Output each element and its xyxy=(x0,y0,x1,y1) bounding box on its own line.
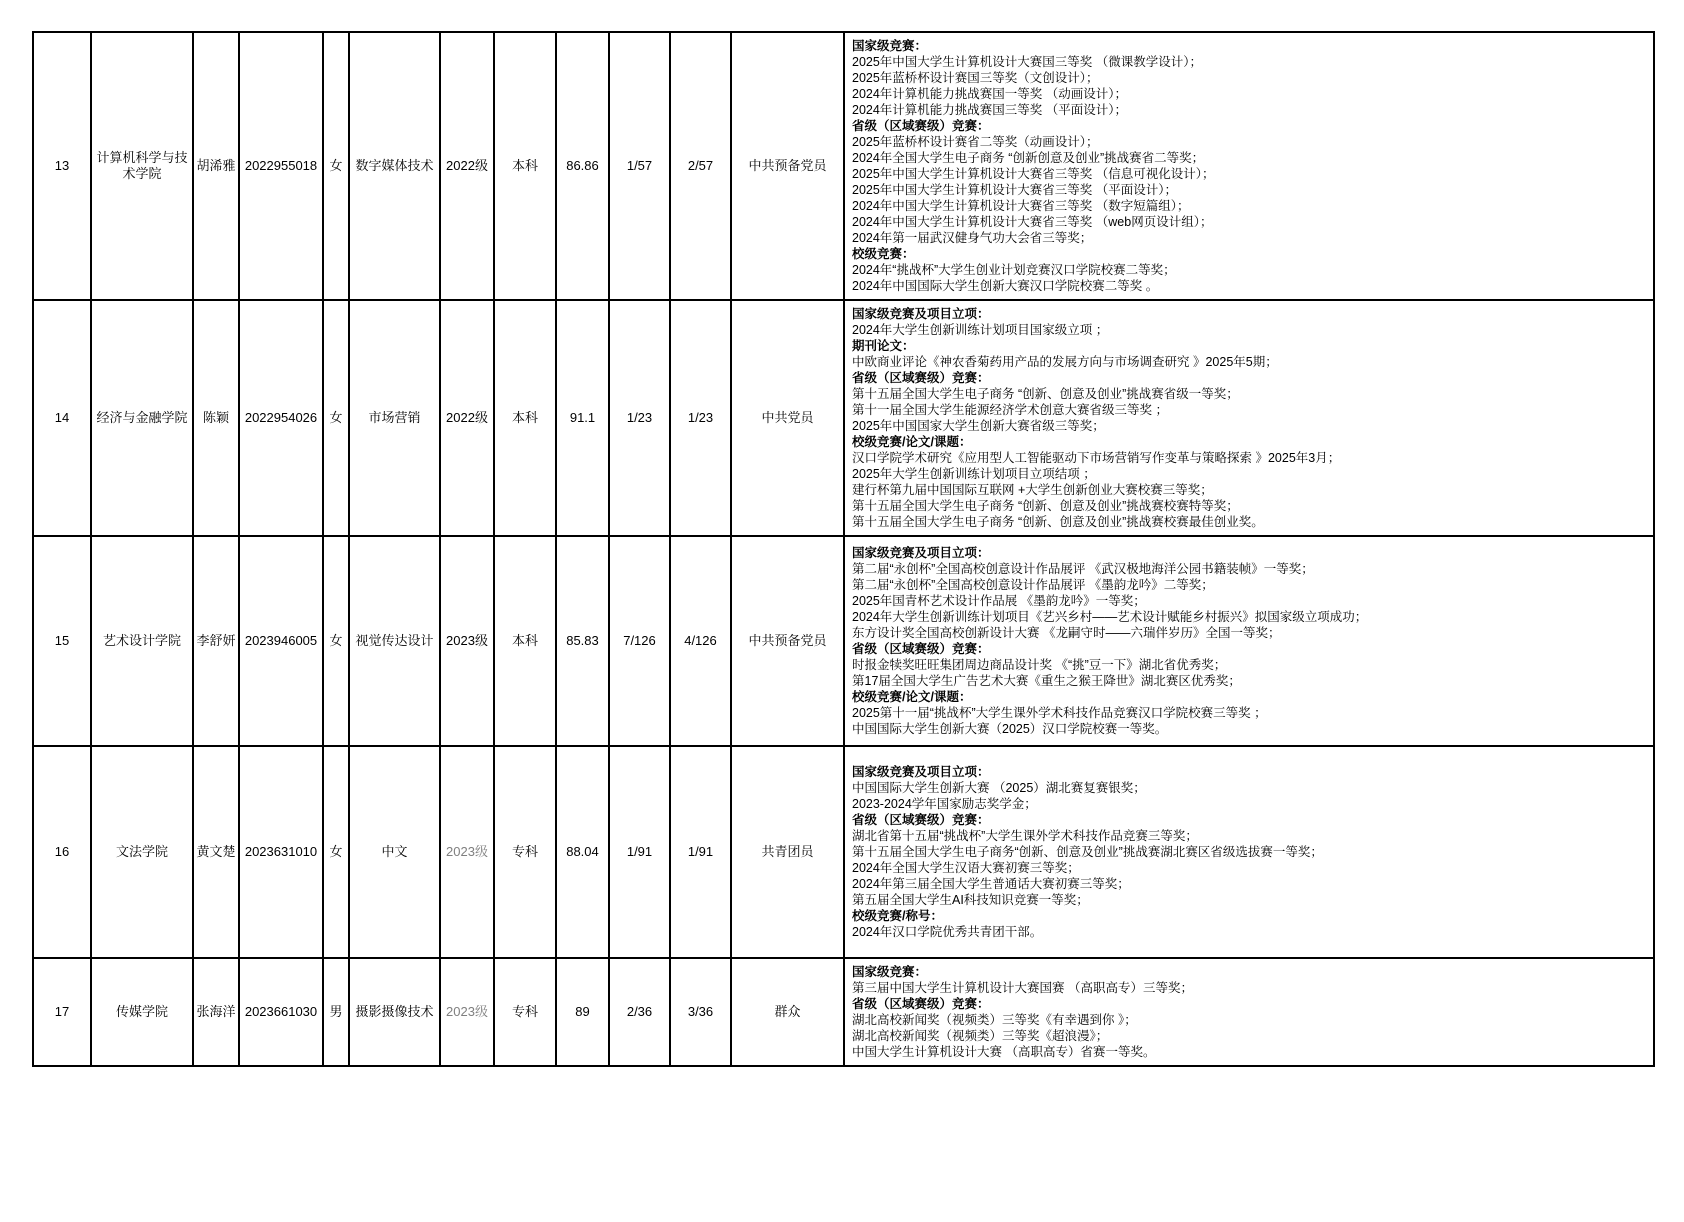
awards-section-header: 国家级竞赛： xyxy=(852,965,928,979)
awards-item: 第五届全国大学生AI科技知识竞赛一等奖； xyxy=(852,893,1089,907)
awards-item: 2025年中国大学生计算机设计大赛省三等奖 （平面设计）； xyxy=(852,183,1178,197)
awards-item: 2024年中国大学生计算机设计大赛省三等奖 （web网页设计组）； xyxy=(852,215,1213,229)
row-index-cell: 13 xyxy=(33,32,91,300)
political-status-cell: 群众 xyxy=(731,958,844,1066)
awards-item: 2024年计算机能力挑战赛国一等奖 （动画设计）； xyxy=(852,87,1128,101)
awards-item: 2025年蓝桥杯设计赛省二等奖（动画设计）； xyxy=(852,135,1099,149)
political-status-cell: 中共党员 xyxy=(731,300,844,536)
row-index-cell: 16 xyxy=(33,746,91,958)
score-cell: 91.1 xyxy=(556,300,609,536)
grade-cell: 2022级 xyxy=(440,32,494,300)
table-row xyxy=(33,536,1654,746)
awards-item: 东方设计奖全国高校创新设计大赛 《龙嗣守时——六瑞伴岁历》全国一等奖； xyxy=(852,626,1281,640)
awards-item: 汉口学院学术研究《应用型人工智能驱动下市场营销写作变革与策略探索 》2025年3月； xyxy=(852,451,1341,465)
awards-item: 中国大学生计算机设计大赛 （高职高专）省赛一等奖。 xyxy=(852,1045,1156,1059)
gender-cell: 女 xyxy=(323,32,349,300)
grade-cell: 2022级 xyxy=(440,300,494,536)
political-status-cell: 中共预备党员 xyxy=(731,32,844,300)
awards-section-header: 期刊论文： xyxy=(852,339,915,353)
awards-section-header: 校级竞赛/论文/课题： xyxy=(852,690,972,704)
awards-cell xyxy=(844,300,1654,536)
grade-cell: 2023级 xyxy=(440,746,494,958)
gender-cell: 男 xyxy=(323,958,349,1066)
rank-2-cell: 4/126 xyxy=(670,536,731,746)
awards-section-header: 国家级竞赛及项目立项： xyxy=(852,765,990,779)
awards-item: 第三届中国大学生计算机设计大赛国赛 （高职高专）三等奖； xyxy=(852,981,1193,995)
awards-item: 中国国际大学生创新大赛 （2025）湖北赛复赛银奖； xyxy=(852,781,1146,795)
student-award-table xyxy=(32,31,1655,1067)
awards-item: 2024年汉口学院优秀共青团干部。 xyxy=(852,925,1043,939)
table-row xyxy=(33,32,1654,300)
awards-item: 湖北高校新闻奖（视频类）三等奖《有幸遇到你 》； xyxy=(852,1013,1137,1027)
rank-2-cell: 3/36 xyxy=(670,958,731,1066)
awards-section-header: 国家级竞赛及项目立项： xyxy=(852,546,990,560)
major-cell: 摄影摄像技术 xyxy=(349,958,440,1066)
awards-item: 第17届全国大学生广告艺术大赛《重生之猴王降世》湖北赛区优秀奖； xyxy=(852,674,1241,688)
awards-item: 2024年中国大学生计算机设计大赛省三等奖 （数字短篇组）； xyxy=(852,199,1190,213)
rank-2-cell: 1/23 xyxy=(670,300,731,536)
student-name-cell: 黄文楚 xyxy=(193,746,239,958)
political-status-cell: 共青团员 xyxy=(731,746,844,958)
awards-cell xyxy=(844,32,1654,300)
awards-section-header: 省级（区域赛级）竞赛： xyxy=(852,371,990,385)
major-cell: 数字媒体技术 xyxy=(349,32,440,300)
awards-section-header: 校级竞赛/称号： xyxy=(852,909,943,923)
awards-item: 2025年大学生创新训练计划项目立项结项 ； xyxy=(852,467,1096,481)
student-id-cell: 2023661030 xyxy=(239,958,323,1066)
college-cell: 经济与金融学院 xyxy=(91,300,193,536)
awards-item: 湖北高校新闻奖（视频类）三等奖《超浪漫》； xyxy=(852,1029,1109,1043)
student-table-body xyxy=(33,32,1654,1066)
college-cell: 计算机科学与技术学院 xyxy=(91,32,193,300)
rank-1-cell: 1/91 xyxy=(609,746,670,958)
awards-item: 第十五届全国大学生电子商务 “创新、创意及创业”挑战赛省级一等奖； xyxy=(852,387,1239,401)
awards-cell xyxy=(844,536,1654,746)
student-name-cell: 陈颖 xyxy=(193,300,239,536)
student-name-cell: 李舒妍 xyxy=(193,536,239,746)
awards-item: 2023-2024学年国家励志奖学金； xyxy=(852,797,1037,811)
degree-level-cell: 本科 xyxy=(494,300,556,536)
row-index-cell: 15 xyxy=(33,536,91,746)
college-cell: 文法学院 xyxy=(91,746,193,958)
awards-item: 第十一届全国大学生能源经济学术创意大赛省级三等奖 ； xyxy=(852,403,1168,417)
college-cell: 传媒学院 xyxy=(91,958,193,1066)
student-name-cell: 张海洋 xyxy=(193,958,239,1066)
table-row xyxy=(33,300,1654,536)
awards-section-header: 校级竞赛： xyxy=(852,247,915,261)
rank-1-cell: 2/36 xyxy=(609,958,670,1066)
awards-item: 第二届“永创杯”全国高校创意设计作品展评 《武汉极地海洋公园书籍装帧》一等奖； xyxy=(852,562,1314,576)
awards-item: 2025第十一届“挑战杯”大学生课外学术科技作品竞赛汉口学院校赛三等奖 ； xyxy=(852,706,1267,720)
degree-level-cell: 专科 xyxy=(494,958,556,1066)
awards-cell xyxy=(844,958,1654,1066)
table-row xyxy=(33,958,1654,1066)
awards-section-header: 省级（区域赛级）竞赛： xyxy=(852,813,990,827)
gender-cell: 女 xyxy=(323,300,349,536)
awards-item: 2025年中国国家大学生创新大赛省级三等奖； xyxy=(852,419,1105,433)
awards-section-header: 省级（区域赛级）竞赛： xyxy=(852,642,990,656)
awards-item: 第十五届全国大学生电子商务 “创新、创意及创业”挑战赛校赛最佳创业奖。 xyxy=(852,515,1264,529)
awards-item: 2024年大学生创新训练计划项目《艺兴乡村——艺术设计赋能乡村振兴》拟国家级立项成功； xyxy=(852,610,1368,624)
awards-item: 第十五届全国大学生电子商务 “创新、创意及创业”挑战赛校赛特等奖； xyxy=(852,499,1239,513)
rank-1-cell: 1/23 xyxy=(609,300,670,536)
student-id-cell: 2023631010 xyxy=(239,746,323,958)
awards-item: 第十五届全国大学生电子商务“创新、创意及创业”挑战赛湖北赛区省级选拔赛一等奖； xyxy=(852,845,1323,859)
awards-section-header: 国家级竞赛及项目立项： xyxy=(852,307,990,321)
awards-item: 2024年大学生创新训练计划项目国家级立项 ； xyxy=(852,323,1109,337)
awards-item: 2024年计算机能力挑战赛国三等奖 （平面设计）； xyxy=(852,103,1128,117)
awards-item: 2024年“挑战杯”大学生创业计划竞赛汉口学院校赛二等奖； xyxy=(852,263,1176,277)
awards-item: 中国国际大学生创新大赛（2025）汉口学院校赛一等奖。 xyxy=(852,722,1168,736)
grade-cell: 2023级 xyxy=(440,958,494,1066)
row-index-cell: 14 xyxy=(33,300,91,536)
student-id-cell: 2022954026 xyxy=(239,300,323,536)
awards-item: 湖北省第十五届“挑战杯”大学生课外学术科技作品竞赛三等奖； xyxy=(852,829,1198,843)
awards-item: 时报金犊奖旺旺集团周边商品设计奖 《“挑”豆一下》湖北省优秀奖； xyxy=(852,658,1227,672)
awards-item: 2024年全国大学生汉语大赛初赛三等奖； xyxy=(852,861,1080,875)
degree-level-cell: 本科 xyxy=(494,32,556,300)
score-cell: 88.04 xyxy=(556,746,609,958)
awards-item: 2024年第三届全国大学生普通话大赛初赛三等奖； xyxy=(852,877,1130,891)
political-status-cell: 中共预备党员 xyxy=(731,536,844,746)
awards-item: 2025年中国大学生计算机设计大赛国三等奖 （微课教学设计）； xyxy=(852,55,1203,69)
awards-item: 2024年第一届武汉健身气功大会省三等奖； xyxy=(852,231,1093,245)
major-cell: 视觉传达设计 xyxy=(349,536,440,746)
degree-level-cell: 本科 xyxy=(494,536,556,746)
awards-item: 2025年中国大学生计算机设计大赛省三等奖 （信息可视化设计）； xyxy=(852,167,1215,181)
college-cell: 艺术设计学院 xyxy=(91,536,193,746)
major-cell: 中文 xyxy=(349,746,440,958)
table-row xyxy=(33,746,1654,958)
awards-cell xyxy=(844,746,1654,958)
student-name-cell: 胡浠雅 xyxy=(193,32,239,300)
awards-item: 2024年全国大学生电子商务 “创新创意及创业”挑战赛省二等奖； xyxy=(852,151,1205,165)
grade-cell: 2023级 xyxy=(440,536,494,746)
rank-1-cell: 7/126 xyxy=(609,536,670,746)
awards-item: 2024年中国国际大学生创新大赛汉口学院校赛二等奖 。 xyxy=(852,279,1159,293)
awards-item: 建行杯第九届中国国际互联网 +大学生创新创业大赛校赛三等奖； xyxy=(852,483,1213,497)
degree-level-cell: 专科 xyxy=(494,746,556,958)
rank-2-cell: 1/91 xyxy=(670,746,731,958)
major-cell: 市场营销 xyxy=(349,300,440,536)
awards-item: 中欧商业评论《神农香菊药用产品的发展方向与市场调查研究 》2025年5期； xyxy=(852,355,1278,369)
awards-section-header: 校级竞赛/论文/课题： xyxy=(852,435,972,449)
student-id-cell: 2023946005 xyxy=(239,536,323,746)
score-cell: 85.83 xyxy=(556,536,609,746)
awards-section-header: 省级（区域赛级）竞赛： xyxy=(852,119,990,133)
awards-item: 第二届“永创杯”全国高校创意设计作品展评 《墨韵龙吟》二等奖； xyxy=(852,578,1214,592)
awards-item: 2025年国青杯艺术设计作品展 《墨韵龙吟》一等奖； xyxy=(852,594,1146,608)
score-cell: 86.86 xyxy=(556,32,609,300)
gender-cell: 女 xyxy=(323,746,349,958)
awards-section-header: 省级（区域赛级）竞赛： xyxy=(852,997,990,1011)
row-index-cell: 17 xyxy=(33,958,91,1066)
gender-cell: 女 xyxy=(323,536,349,746)
score-cell: 89 xyxy=(556,958,609,1066)
rank-2-cell: 2/57 xyxy=(670,32,731,300)
student-id-cell: 2022955018 xyxy=(239,32,323,300)
rank-1-cell: 1/57 xyxy=(609,32,670,300)
awards-section-header: 国家级竞赛： xyxy=(852,39,928,53)
awards-item: 2025年蓝桥杯设计赛国三等奖（文创设计）； xyxy=(852,71,1099,85)
